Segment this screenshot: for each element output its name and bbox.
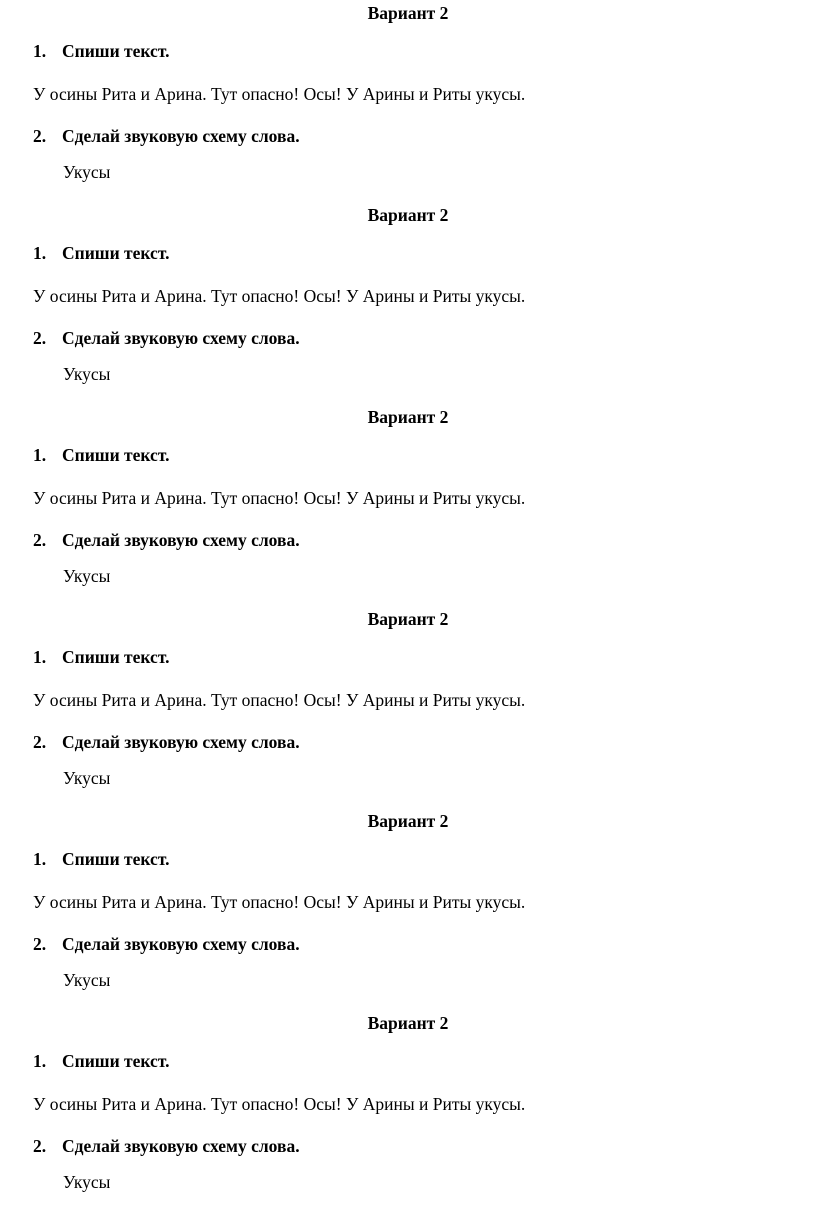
scheme-word: Укусы: [63, 1172, 111, 1192]
task-copy-text: [33, 1051, 169, 1071]
task-sound-scheme: [33, 732, 300, 752]
task-number: 2.: [33, 126, 47, 146]
variant-title: Вариант 2: [367, 811, 449, 831]
task-instruction: Спиши текст.: [62, 647, 170, 667]
task-instruction: Сделай звуковую схему слова.: [62, 126, 300, 146]
task-number: 2.: [33, 934, 47, 954]
task-sound-scheme: [33, 1136, 300, 1156]
variant-title: Вариант 2: [367, 205, 449, 225]
task-instruction: Спиши текст.: [62, 1051, 170, 1071]
variant-block-4: [0, 606, 816, 808]
task-sound-scheme: [33, 328, 300, 348]
task-number: 2.: [33, 328, 47, 348]
task-instruction: Сделай звуковую схему слова.: [62, 934, 300, 954]
variant-block-6: [0, 1010, 816, 1212]
task-instruction: Сделай звуковую схему слова.: [62, 530, 300, 550]
variant-block-1: [0, 0, 816, 202]
variant-block-5: [0, 808, 816, 1010]
task-copy-text: [33, 849, 169, 869]
task-instruction: Сделай звуковую схему слова.: [62, 732, 300, 752]
text-to-copy: У осины Рита и Арина. Тут опасно! Осы! У Арины и Риты укусы.: [33, 488, 526, 508]
task-sound-scheme: [33, 126, 300, 146]
task-copy-text: [33, 647, 169, 667]
task-sound-scheme: [33, 530, 300, 550]
text-to-copy: У осины Рита и Арина. Тут опасно! Осы! У Арины и Риты укусы.: [33, 286, 526, 306]
task-number: 1.: [33, 1051, 47, 1071]
scheme-word: Укусы: [63, 768, 111, 788]
task-instruction: Сделай звуковую схему слова.: [62, 328, 300, 348]
task-number: 1.: [33, 849, 47, 869]
task-copy-text: [33, 41, 169, 61]
task-number: 1.: [33, 41, 47, 61]
variant-title: Вариант 2: [367, 3, 449, 23]
scheme-word: Укусы: [63, 970, 111, 990]
task-number: 2.: [33, 1136, 47, 1156]
task-instruction: Спиши текст.: [62, 849, 170, 869]
variant-title: Вариант 2: [367, 1013, 449, 1033]
variant-title: Вариант 2: [367, 407, 449, 427]
task-number: 1.: [33, 243, 47, 263]
task-number: 1.: [33, 445, 47, 465]
scheme-word: Укусы: [63, 566, 111, 586]
variant-title: Вариант 2: [367, 609, 449, 629]
text-to-copy: У осины Рита и Арина. Тут опасно! Осы! У Арины и Риты укусы.: [33, 690, 526, 710]
task-copy-text: [33, 445, 169, 465]
text-to-copy: У осины Рита и Арина. Тут опасно! Осы! У Арины и Риты укусы.: [33, 892, 526, 912]
task-copy-text: [33, 243, 169, 263]
task-number: 2.: [33, 732, 47, 752]
variant-block-2: [0, 202, 816, 404]
task-instruction: Спиши текст.: [62, 41, 170, 61]
task-number: 2.: [33, 530, 47, 550]
task-instruction: Сделай звуковую схему слова.: [62, 1136, 300, 1156]
variant-block-3: [0, 404, 816, 606]
task-instruction: Спиши текст.: [62, 243, 170, 263]
text-to-copy: У осины Рита и Арина. Тут опасно! Осы! У Арины и Риты укусы.: [33, 84, 526, 104]
task-instruction: Спиши текст.: [62, 445, 170, 465]
scheme-word: Укусы: [63, 364, 111, 384]
scheme-word: Укусы: [63, 162, 111, 182]
text-to-copy: У осины Рита и Арина. Тут опасно! Осы! У Арины и Риты укусы.: [33, 1094, 526, 1114]
task-number: 1.: [33, 647, 47, 667]
task-sound-scheme: [33, 934, 300, 954]
